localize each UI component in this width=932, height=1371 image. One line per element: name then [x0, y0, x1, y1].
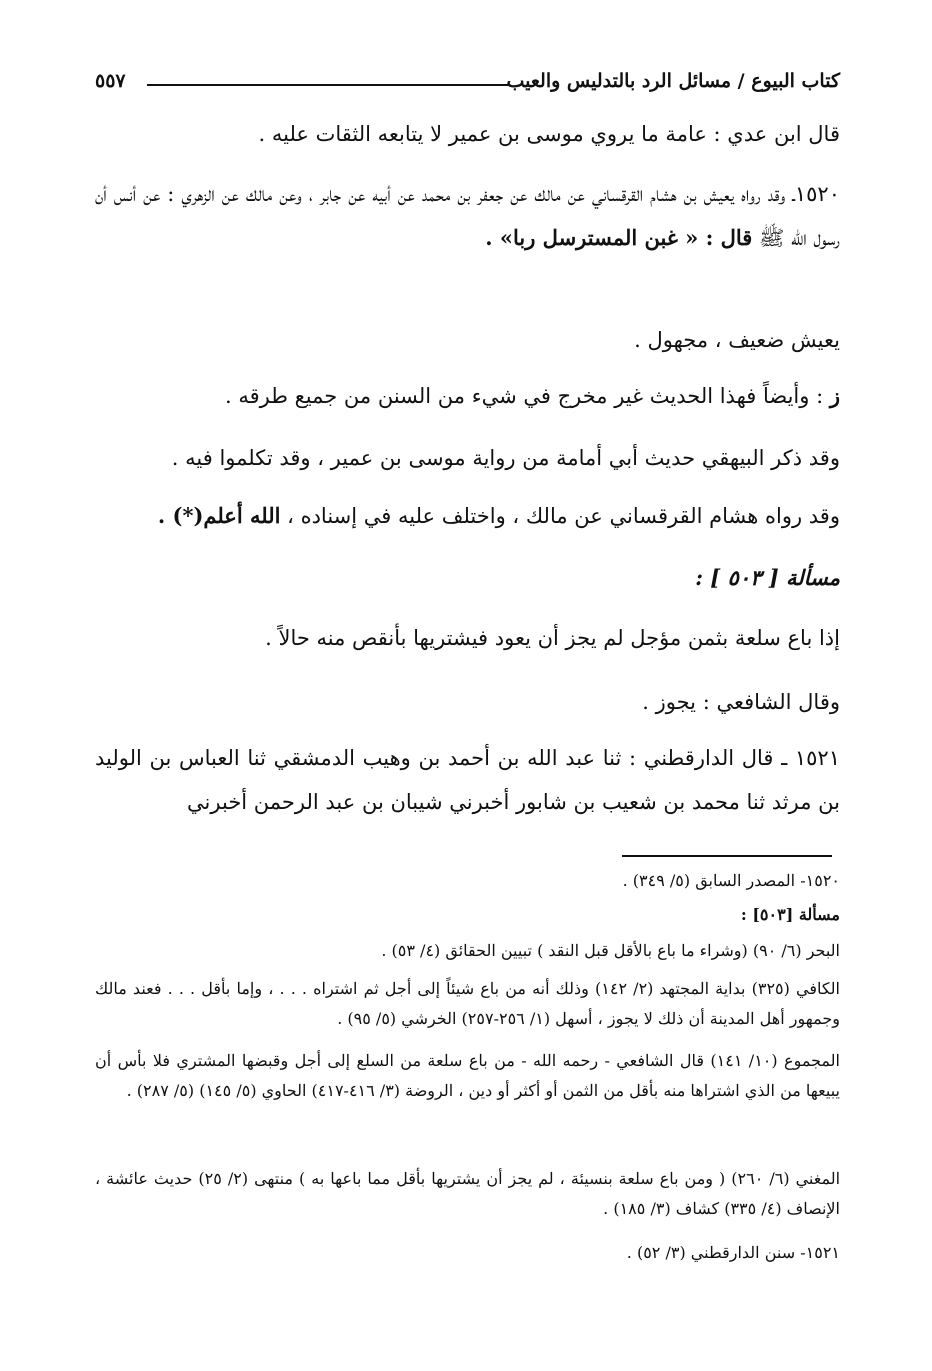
paragraph-zay [95, 374, 840, 418]
paragraph-1521: ١٥٢١ ـ قال الدارقطني : ثنا عبد الله بن أحمد بن وهيب الدمشقي ثنا العباس بن الوليد بن مرثد ثنا محمد بن شعيب بن شابور أخبرني شيبان بن عبد الرحمن أخبرني [95, 746, 840, 814]
paragraph-1520-text: ١٥٢٠ـ وقد رواه يعيش بن هشام القرقساني عن مالك عن جعفر بن محمد عن أبيه عن جابر ، وعن مالك عن الزهري : عن أنس أن رسول الله ﷺ [95, 182, 840, 250]
hadith-quote: قال : « غبن المسترسل ربا» . [485, 225, 753, 250]
footnote-separator [622, 855, 832, 857]
paragraph-shafii: وقال الشافعي : يجوز . [642, 690, 840, 714]
paragraph-ibn-adi: قال ابن عدي : عامة ما يروي موسى بن عمير لا يتابعه الثقات عليه . [258, 122, 840, 146]
running-head [95, 64, 840, 104]
paragraph-masala-text: إذا باع سلعة بثمن مؤجل لم يجز أن يعود فيشتريها بأنقص منه حالاً . [265, 626, 840, 650]
footnote-majmu: المجموع (١٠/ ١٤١) قال الشافعي - رحمه الله - من باع سلعة من السلع إلى أجل وقبضها المشتري فلا بأس أن يبيعها من الذي اشتراها منه بأقل من الثمن أو أكثر أو دين ، الروضة (٣/ ٤١٦-٤١٧) الحاوي (٥/ ١٤٥) (٥/ ٢٨٧) . [95, 1051, 840, 1100]
footnote-1520: ١٥٢٠- المصدر السابق (٥/ ٣٤٩) . [622, 871, 840, 890]
page-number: ٥٥٧ [95, 70, 126, 92]
footnote-1521: ١٥٢١- سنن الدارقطني (٣/ ٥٢) . [626, 1243, 840, 1262]
masala-heading: مسألة [ ٥٠٣ ] : [695, 565, 840, 590]
paragraph-hisham [95, 494, 840, 538]
paragraph-zay-text: : وأيضاً فهذا الحديث غير مخرج في شيء من السنن من جميع طرقه . [224, 384, 824, 408]
footnote-kafi: الكافي (٣٢٥) بداية المجتهد (٢/ ١٤٢) وذلك أنه من باع شيئاً إلى أجل ثم اشتراه . . . ، وإما بأقل . . . فعند مالك وجمهور أهل المدينة أن ذلك لا يجوز ، أسهل (١/ ٢٥٦-٢٥٧) الخرشي (٥/ ٩٥) . [95, 979, 841, 1028]
running-head-rule [147, 84, 510, 86]
allah-alam: الله أعلم(*) . [157, 503, 281, 528]
footnote-bahr: البحر (٦/ ٩٠) (وشراء ما باع بالأقل قبل النقد ) تبيين الحقائق (٤/ ٥٣) . [381, 941, 840, 960]
zay-mark: ز [829, 383, 840, 408]
paragraph-1520 [95, 172, 840, 260]
paragraph-yaish: يعيش ضعيف ، مجهول . [634, 328, 840, 352]
running-head-title: كتاب البيوع / مسائل الرد بالتدليس والعيب [506, 70, 840, 92]
footnote-masala: مسألة [٥٠٣] : [740, 905, 840, 924]
paragraph-bayhaqi: وقد ذكر البيهقي حديث أبي أمامة من رواية موسى بن عمير ، وقد تكلموا فيه . [171, 446, 840, 470]
footnote-mughni: المغني (٦/ ٢٦٠) ( ومن باع سلعة بنسيئة ، لم يجز أن يشتريها بأقل مما باعها به ) منتهى (٢/ ٢٥) حديث عائشة ، الإنصاف (٤/ ٣٣٥) كشاف (٣/ ١٨٥) . [95, 1169, 841, 1218]
paragraph-hisham-text: وقد رواه هشام القرقساني عن مالك ، واختلف عليه في إسناده ، [287, 504, 840, 528]
